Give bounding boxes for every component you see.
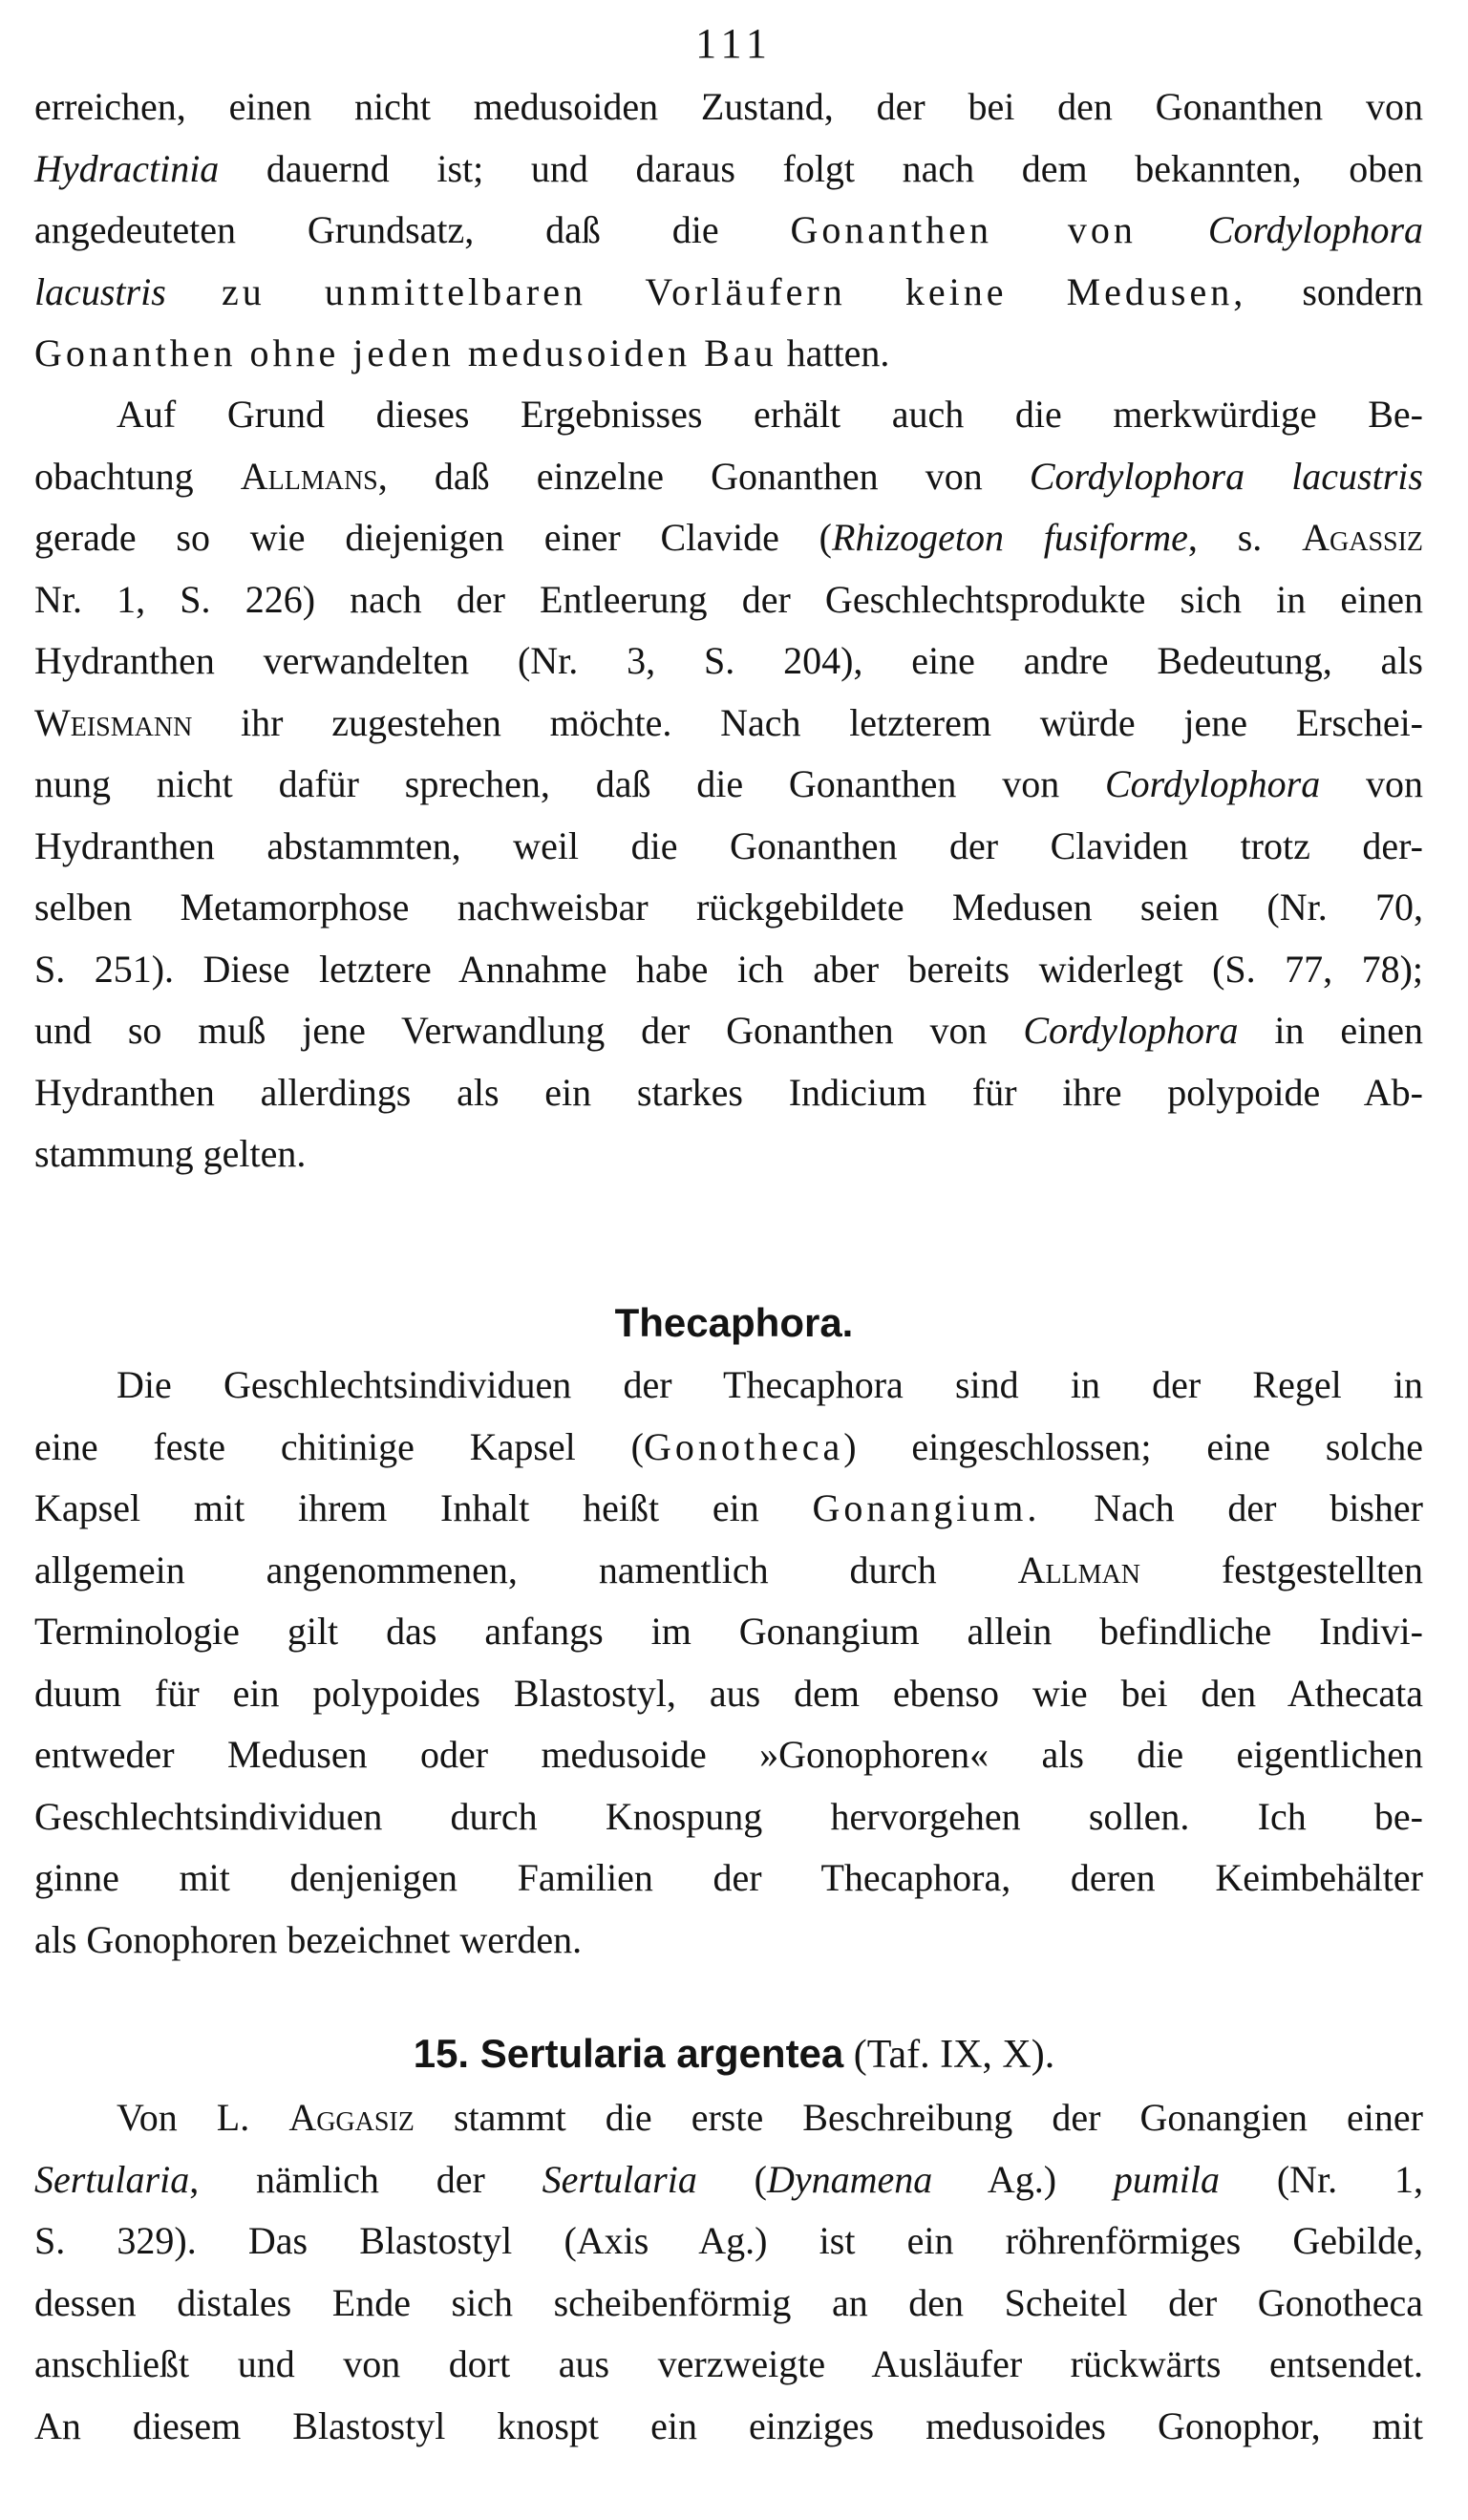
text-line: [34, 384, 1423, 446]
text-line: [34, 1601, 1423, 1663]
heading-sertularia-reference: (Taf. IX, X).: [843, 2033, 1055, 2077]
text-line: [34, 939, 1423, 1001]
text-segment: , daß einzelne Gonanthen von: [377, 454, 1030, 498]
text-segment: Gonanthen von: [790, 208, 1137, 251]
text-line: [34, 816, 1423, 878]
text-segment: stammt die erste Beschreibung der Gonangien einer: [414, 2096, 1423, 2139]
text-line: [34, 630, 1423, 693]
text-segment: Nach der bisher: [1040, 1486, 1423, 1529]
text-line: [34, 507, 1423, 569]
text-segment: festgestellten: [1140, 1548, 1423, 1591]
paragraph-2: [34, 384, 1423, 1185]
text-segment: Gonanthen ohne jeden medusoiden Bau: [34, 331, 777, 374]
text-segment: lacustris: [34, 269, 166, 313]
section-heading-thecaphora: Thecaphora.: [614, 1300, 854, 1345]
text-segment: Auf Grund dieses Ergebnisses erhält auch die merkwürdige Be-: [117, 393, 1423, 436]
text-segment: angedeuteten Grundsatz, daß die: [34, 208, 791, 251]
text-segment: S. 251). Diese letztere Annahme habe ich aber bereits widerlegt (S. 77, 78);: [34, 947, 1423, 991]
text-segment: duum für ein polypoides Blastostyl, aus dem ebenso wie bei den Athecata: [34, 1671, 1423, 1715]
text-segment: allgemein angenommenen, namentlich durch: [34, 1548, 1018, 1591]
text-line: [34, 139, 1423, 201]
text-segment: hatten.: [777, 331, 890, 374]
section-heading-sertularia: [0, 2025, 1468, 2082]
text-line: [34, 2210, 1423, 2273]
text-line: [34, 1724, 1423, 1786]
text-line: [34, 1540, 1423, 1602]
text-segment: Aggasiz: [288, 2096, 415, 2139]
text-segment: in einen: [1238, 1009, 1424, 1052]
text-segment: entweder Medusen oder medusoide »Gonophoren« als die eigentlichen: [34, 1733, 1423, 1776]
text-segment: pumila: [1113, 2157, 1221, 2201]
text-segment: Die Geschlechtsindividuen der Thecaphora sind in der Regel in: [117, 1363, 1423, 1406]
text-line: [34, 2396, 1423, 2458]
text-segment: Allman: [1017, 1548, 1140, 1591]
text-segment: dessen distales Ende sich scheibenförmig an den Scheitel der Gonotheca: [34, 2280, 1423, 2324]
text-segment: ) eingeschlossen; eine solche: [843, 1424, 1424, 1468]
text-segment: stammung gelten.: [34, 1132, 307, 1175]
text-segment: Sertularia: [34, 2157, 190, 2201]
text-line: [34, 754, 1423, 816]
paragraph-4: [34, 2087, 1423, 2457]
text-segment: Agassiz: [1302, 516, 1424, 559]
text-line: [34, 1786, 1423, 1848]
text-segment: Dynamena: [767, 2157, 933, 2201]
text-segment: Hydranthen abstammten, weil die Gonanthen der Claviden trotz der-: [34, 823, 1423, 867]
text-segment: zu unmittelbaren Vorläufern keine Medusen,: [221, 269, 1247, 313]
text-segment: (Nr. 1,: [1220, 2157, 1424, 2201]
text-line: [34, 2087, 1423, 2149]
text-line: [34, 1847, 1423, 1910]
text-line: [34, 569, 1423, 631]
text-segment: sondern: [1246, 269, 1424, 313]
text-line: [34, 262, 1423, 324]
paragraph-1: [34, 76, 1423, 385]
text-segment: Von L.: [117, 2096, 289, 2139]
text-line: [34, 446, 1423, 508]
text-line: [34, 1000, 1423, 1062]
text-line: [34, 2273, 1423, 2335]
text-segment: Weismann: [34, 700, 193, 744]
text-line: [34, 1417, 1423, 1479]
text-line: [34, 1663, 1423, 1725]
text-segment: S. 329). Das Blastostyl (Axis Ag.) ist ein röhrenförmiges Gebilde,: [34, 2219, 1423, 2262]
text-segment: Hydranthen verwandelten (Nr. 3, S. 204), eine andre Bedeutung, als: [34, 639, 1423, 682]
text-line: [34, 2334, 1423, 2396]
text-segment: Hydractinia: [34, 146, 220, 190]
text-segment: Ag.): [932, 2157, 1114, 2201]
text-line: [34, 877, 1423, 939]
text-segment: Kapsel mit ihrem Inhalt heißt ein: [34, 1486, 813, 1529]
page-number: 111: [695, 20, 773, 67]
text-segment: Nr. 1, S. 226) nach der Entleerung der Geschlechtsprodukte sich in einen: [34, 577, 1423, 621]
text-line: [34, 1478, 1423, 1540]
text-segment: dauernd ist; und daraus folgt nach dem bekannten, oben: [219, 146, 1423, 190]
text-segment: Sertularia: [542, 2157, 697, 2201]
text-segment: Allmans: [240, 454, 378, 498]
text-line: [34, 76, 1423, 139]
text-segment: ginne mit denjenigen Familien der Thecaphora, deren Keimbehälter: [34, 1856, 1423, 1899]
text-segment: nung nicht dafür sprechen, daß die Gonanthen von: [34, 762, 1105, 805]
text-segment: , s.: [1187, 516, 1303, 559]
text-segment: Cordylophora: [1105, 762, 1321, 805]
text-line: [34, 693, 1423, 755]
heading-sertularia-title: 15. Sertularia argentea: [413, 2031, 844, 2076]
text-segment: An diesem Blastostyl knospt ein einziges medusoides Gonophor, mit: [34, 2403, 1423, 2447]
text-line: [34, 1355, 1423, 1417]
text-segment: Hydranthen allerdings als ein starkes Indicium für ihre polypoide Ab-: [34, 1070, 1423, 1114]
text-segment: Gonangium.: [812, 1486, 1041, 1529]
text-segment: als Gonophoren bezeichnet werden.: [34, 1917, 583, 1961]
text-segment: [166, 270, 222, 313]
text-line: [34, 323, 1423, 385]
text-segment: gerade so wie diejenigen einer Clavide (: [34, 516, 833, 559]
text-segment: , nämlich der: [189, 2157, 543, 2201]
text-segment: erreichen, einen nicht medusoiden Zustand, der bei den Gonanthen von: [34, 85, 1423, 128]
text-line: [34, 1062, 1423, 1124]
text-segment: obachtung: [34, 454, 241, 498]
text-segment: von: [1320, 762, 1423, 805]
text-line: [34, 1910, 1423, 1972]
text-line: [34, 1123, 1423, 1185]
text-segment: selben Metamorphose nachweisbar rückgebildete Medusen seien (Nr. 70,: [34, 886, 1423, 929]
text-line: [34, 2149, 1423, 2211]
text-segment: Cordylophora lacustris: [1029, 454, 1423, 498]
text-segment: Cordylophora: [1023, 1009, 1239, 1052]
text-segment: Terminologie gilt das anfangs im Gonangium allein befindliche Indivi-: [34, 1610, 1423, 1653]
text-segment: [1137, 208, 1208, 251]
text-segment: Gonotheca: [643, 1424, 844, 1468]
text-segment: Rhizogeton fusiforme: [832, 516, 1188, 559]
text-segment: ihr zugestehen möchte. Nach letzterem würde jene Erschei-: [192, 700, 1423, 744]
paragraph-3: [34, 1355, 1423, 1971]
text-segment: eine feste chitinige Kapsel (: [34, 1424, 644, 1468]
text-segment: Geschlechtsindividuen durch Knospung hervorgehen sollen. Ich be-: [34, 1794, 1423, 1838]
text-line: [34, 200, 1423, 262]
text-segment: anschließt und von dort aus verzweigte Ausläufer rückwärts entsendet.: [34, 2342, 1423, 2385]
text-segment: und so muß jene Verwandlung der Gonanthen von: [34, 1009, 1024, 1052]
text-segment: (: [696, 2157, 767, 2201]
text-segment: Cordylophora: [1207, 208, 1424, 251]
